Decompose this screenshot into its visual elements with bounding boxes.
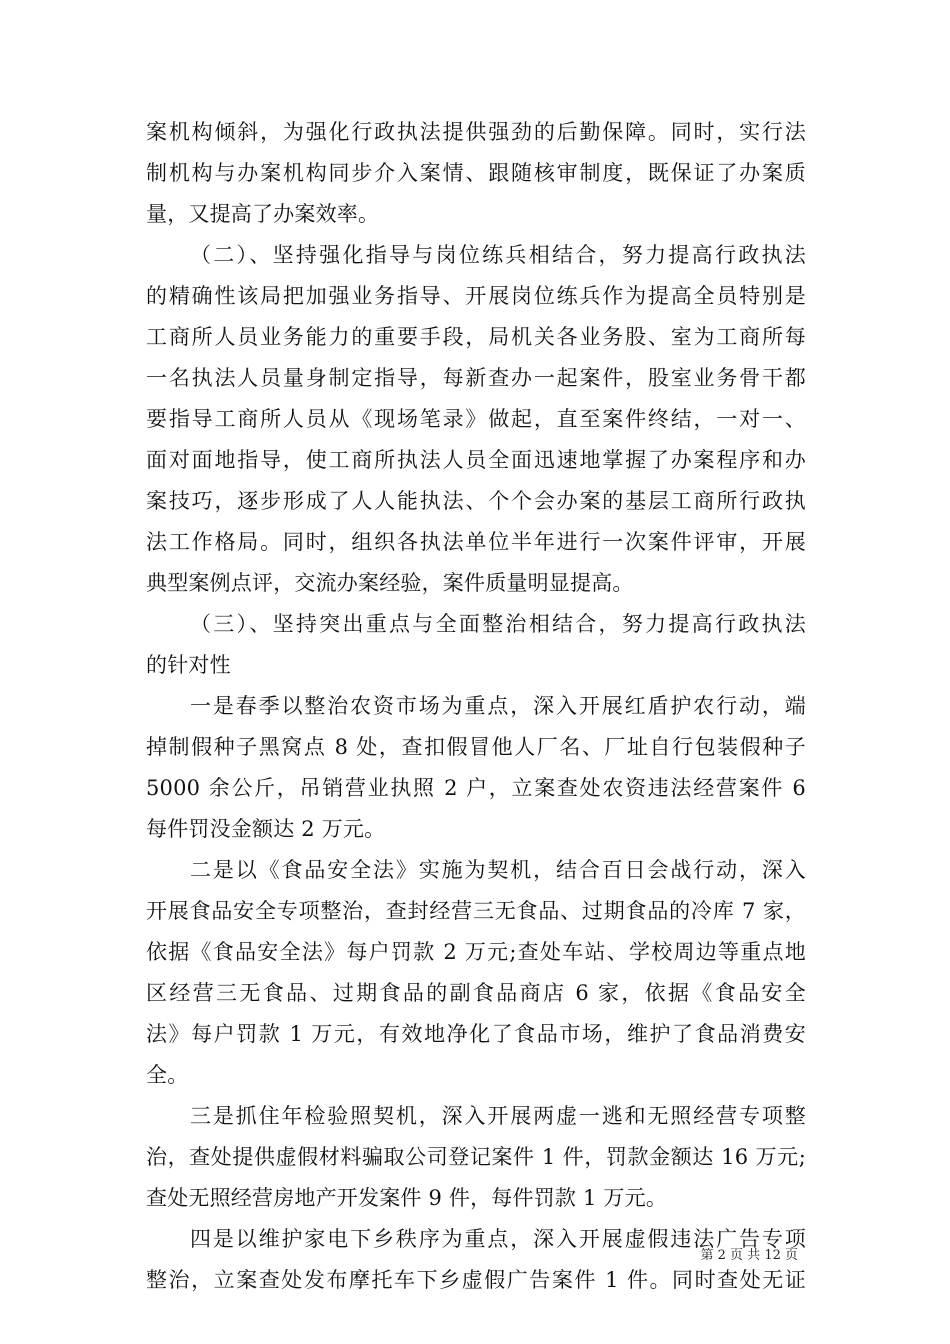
text-line: 一是春季以整治农资市场为重点，深入开展红盾护农行动，端 [190,694,806,718]
text-line: 查处无照经营房地产开发案件 9 件，每件罚款 1 万元。 [146,1186,668,1210]
text-line: 一名执法人员量身制定指导，每新查办一起案件，股室业务骨干都 [146,366,806,390]
text-line: 二是以《食品安全法》实施为契机，结合百日会战行动，深入 [190,858,806,882]
text-line: 整治，立案查处发布摩托车下乡虚假广告案件 1 件。同时查处无证 [146,1268,806,1292]
text-line: 量，又提高了办案效率。 [146,202,380,226]
text-line: 的针对性 [146,653,231,677]
text-line: 全。 [146,1063,189,1087]
text-line: 法工作格局。同时，组织各执法单位半年进行一次案件评审，开展 [146,530,806,554]
text-line: 面对面地指导，使工商所执法人员全面迅速地掌握了办案程序和办 [146,448,806,472]
text-line: 案技巧，逐步形成了人人能执法、个个会办案的基层工商所行政执 [146,489,806,513]
document-body [146,112,806,1301]
page-number-footer [701,1248,798,1264]
text-line: 依据《食品安全法》每户罚款 2 万元;查处车站、学校周边等重点地 [146,940,806,964]
text-line: 开展食品安全专项整治，查封经营三无食品、过期食品的冷库 7 家， [146,899,806,923]
text-line: 四是以维护家电下乡秩序为重点，深入开展虚假违法广告专项 [190,1227,806,1251]
text-line: 法》每户罚款 1 万元，有效地净化了食品市场，维护了食品消费安 [146,1022,806,1046]
text-line: 治，查处提供虚假材料骗取公司登记案件 1 件，罚款金额达 16 万元; [146,1145,806,1169]
text-line: 工商所人员业务能力的重要手段，局机关各业务股、室为工商所每 [146,325,806,349]
text-line: 每件罚没金额达 2 万元。 [146,817,386,841]
text-line: 要指导工商所人员从《现场笔录》做起，直至案件终结，一对一、 [146,407,806,431]
section-heading-3: （三）、坚持突出重点与全面整治相结合，努力提高行政执法 [190,612,806,636]
text-line: 三是抓住年检验照契机，深入开展两虚一逃和无照经营专项整 [190,1104,806,1128]
text-line: 制机构与办案机构同步介入案情、跟随核审制度，既保证了办案质 [146,161,806,185]
page-label: 第 2 页 共 12 页 [700,1248,798,1263]
text-line: 5000 余公斤，吊销营业执照 2 户，立案查处农资违法经营案件 6 [146,776,806,800]
text-line: 的精确性该局把加强业务指导、开展岗位练兵作为提高全员特别是 [146,284,806,308]
text-line: 区经营三无食品、过期食品的副食品商店 6 家，依据《食品安全 [146,981,806,1005]
text-line: 典型案例点评，交流办案经验，案件质量明显提高。 [146,571,634,595]
text-line: 掉制假种子黑窝点 8 处，查扣假冒他人厂名、厂址自行包装假种子 [146,735,806,759]
section-heading-2: （二）、坚持强化指导与岗位练兵相结合，努力提高行政执法 [190,243,806,267]
text-line: 案机构倾斜，为强化行政执法提供强劲的后勤保障。同时，实行法 [146,120,806,144]
